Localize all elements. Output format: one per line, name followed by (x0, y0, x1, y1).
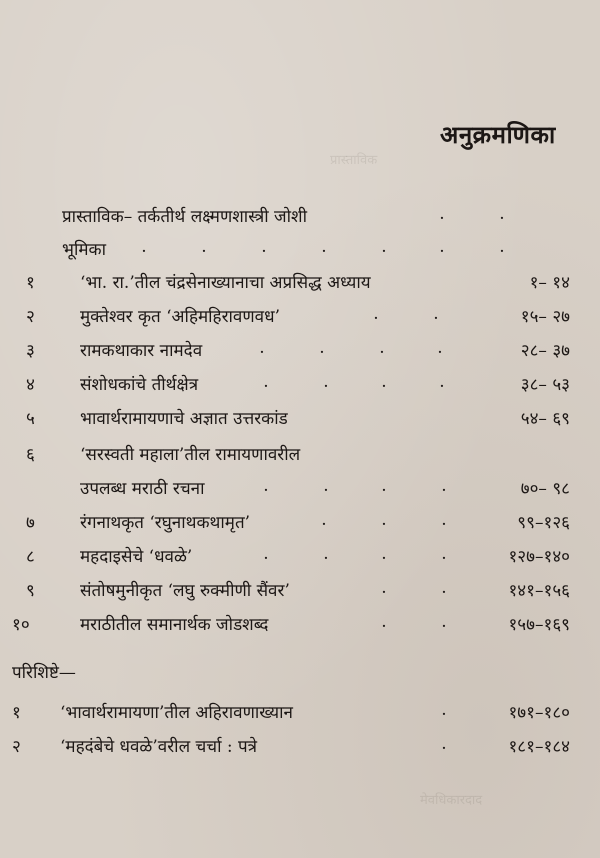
entry-number: ६ (26, 445, 35, 465)
bleed-through: प्रास्ताविक (330, 153, 378, 168)
entry-title: ‘भा. रा.’तील चंद्रसेनाख्यानाचा अप्रसिद्ध अध्याय (80, 273, 371, 293)
toc-entry: ९ संतोषमुनीकृत ‘लघु रुक्मीणी सैंवर’ . . १४१–१५६ (26, 578, 570, 601)
entry-pages: ३८– ५३ (520, 375, 570, 395)
toc-entry: ८ महदाइसेचे ‘धवळे’ . . . . १२७–१४० (26, 544, 570, 567)
appendix-heading: परिशिष्टे— (12, 663, 76, 683)
entry-title: संशोधकांचे तीर्थक्षेत्र (80, 375, 199, 395)
entry-pages: १– १४ (529, 273, 570, 293)
entry-title: भूमिका (62, 240, 106, 260)
entry-pages: २८– ३७ (520, 341, 570, 361)
entry-title: ‘भावार्थरामायणा’तील अहिरावणाख्यान (60, 703, 293, 723)
appendix-entry: २ ‘महदंबेचे धवळे’वरील चर्चा : पत्रे . १८१–१८४ (12, 734, 570, 757)
entry-title: उपलब्ध मराठी रचना (80, 479, 205, 499)
toc-entry: ७ रंगनाथकृत ‘रघुनाथकथामृत’ . . . ९९–१२६ (26, 510, 570, 533)
toc-entry (0, 406, 600, 436)
entry-pages: १५– २७ (520, 307, 570, 327)
entry-title: रामकथाकार नामदेव (80, 341, 203, 361)
entry-number: ४ (26, 375, 35, 395)
entry-number: ३ (26, 341, 35, 361)
entry-title: संतोषमुनीकृत ‘लघु रुक्मीणी सैंवर’ (80, 581, 290, 601)
entry-pages: १८१–१८४ (508, 737, 570, 757)
entry-number: २ (12, 737, 21, 757)
entry-title: महदाइसेचे ‘धवळे’ (80, 547, 193, 567)
appendix-entry: १ ‘भावार्थरामायणा’तील अहिरावणाख्यान . १७१–१८० (12, 700, 570, 723)
toc-entry: ४ संशोधकांचे तीर्थक्षेत्र . . . . ३८– ५३ (26, 372, 570, 395)
entry-number: ८ (26, 547, 35, 567)
entry-title: मराठीतील समानार्थक जोडशब्द (80, 615, 269, 635)
entry-number: १ (26, 273, 35, 293)
entry-number: १ (12, 703, 21, 723)
entry-title: ‘महदंबेचे धवळे’वरील चर्चा : पत्रे (60, 737, 258, 757)
bleed-through: मेवधिकारदाद (420, 793, 483, 808)
entry-pages: ५४– ६९ (520, 409, 570, 429)
page-title: अनुक्रमणिका (440, 120, 556, 149)
entry-title: मुक्तेश्वर कृत ‘अहिमहिरावणवध’ (80, 307, 280, 327)
toc-entry: भूमिका . . . . . . . (62, 237, 505, 260)
entry-title: प्रास्ताविक– तर्कतीर्थ लक्ष्मणशास्त्री जोशी (62, 207, 307, 227)
entry-title: ‘सरस्वती महाला’तील रामायणावरील (80, 445, 301, 465)
entry-pages: १२७–१४० (508, 547, 570, 567)
entry-number: ७ (26, 513, 35, 533)
entry-pages: ७०– ९८ (520, 479, 570, 499)
toc-entry: ३ रामकथाकार नामदेव . . . . २८– ३७ (26, 338, 570, 361)
toc-entry: उपलब्ध मराठी रचना . . . . ७०– ९८ (80, 476, 570, 499)
entry-pages: १७१–१८० (508, 703, 570, 723)
toc-entry (0, 442, 600, 472)
entry-number: ९ (26, 581, 35, 601)
entry-number: ५ (26, 409, 35, 429)
entry-number: २ (26, 307, 35, 327)
entry-number: १० (12, 615, 30, 635)
toc-entry: २ मुक्तेश्वर कृत ‘अहिमहिरावणवध’ . . १५– २७ (26, 304, 570, 327)
toc-entry: प्रास्ताविक– तर्कतीर्थ लक्ष्मणशास्त्री जोशी . . (62, 204, 505, 227)
toc-entry (0, 270, 600, 300)
entry-pages: १५७–१६९ (508, 615, 570, 635)
entry-title: रंगनाथकृत ‘रघुनाथकथामृत’ (80, 513, 251, 533)
entry-pages: १४१–१५६ (508, 581, 570, 601)
entry-title: भावार्थरामायणाचे अज्ञात उत्तरकांड (80, 409, 288, 429)
toc-entry: १० मराठीतील समानार्थक जोडशब्द . . १५७–१६९ (12, 612, 570, 635)
entry-pages: ९९–१२६ (517, 513, 570, 533)
